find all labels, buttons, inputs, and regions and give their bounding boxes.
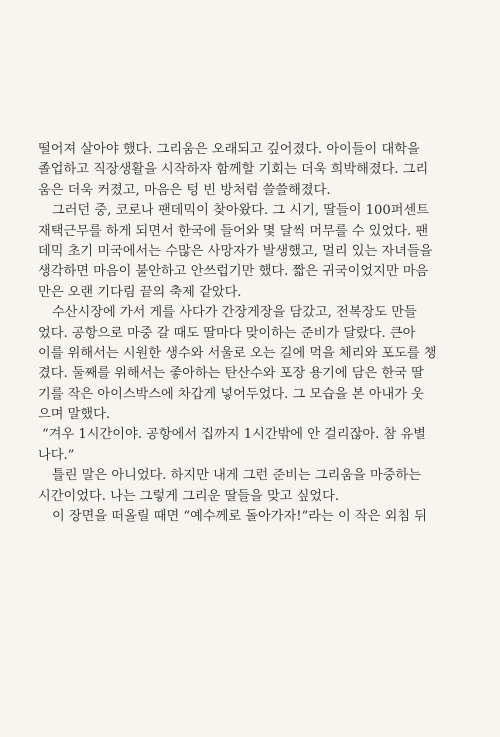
text-line: 시간이었다. 나는 그렇게 그리운 딸들을 맞고 싶었다.	[38, 488, 340, 504]
text-line: 었다. 공항으로 마중 갈 때도 딸마다 맞이하는 준비가 달랐다. 큰아	[38, 325, 416, 341]
text-line: 기를 작은 아이스박스에 차갑게 넣어두었다. 그 모습을 본 아내가 웃	[38, 386, 424, 402]
text-line: 겼다. 둘째를 위해서는 좋아하는 탄산수와 포장 용기에 담은 한국 딸	[38, 366, 424, 382]
text-line: 으며 말했다.	[38, 407, 111, 423]
text-line: 만은 오랜 기다림 끝의 축제 같았다.	[38, 284, 242, 300]
body-text	[38, 140, 468, 527]
text-line: 이를 위해서는 시원한 생수와 서울로 오는 길에 먹을 체리와 포도를 챙	[38, 345, 437, 361]
text-line: 틀린 말은 아니었다. 하지만 내게 그런 준비는 그리움을 마중하는	[52, 468, 421, 484]
text-line: 움은 더욱 커졌고, 마음은 텅 빈 방처럼 쓸쓸해졌다.	[38, 182, 331, 198]
text-line: 데믹 초기 미국에서는 수많은 사망자가 발생했고, 멀리 있는 자녀들을	[38, 243, 433, 259]
text-line: 재택근무를 하게 되면서 한국에 들어와 몇 달씩 머무를 수 있었다. 팬	[38, 223, 429, 239]
text-line: 생각하면 마음이 불안하고 안쓰럽기만 했다. 짧은 귀국이었지만 마음	[38, 264, 429, 280]
quote-line: “겨우 1시간이야. 공항에서 집까지 1시간밖에 안 걸리잖아. 참 유별	[42, 427, 426, 443]
text-line: 이 장면을 떠올릴 때면 “예수께로 돌아가자!”라는 이 작은 외침 뒤	[52, 509, 427, 525]
text-line: 그러던 중, 코로나 팬데믹이 찾아왔다. 그 시기, 딸들이 100퍼센트	[52, 203, 430, 219]
quote-line: 나다.”	[38, 447, 75, 463]
text-line: 졸업하고 직장생활을 시작하자 함께할 기회는 더욱 희박해졌다. 그리	[38, 162, 429, 178]
text-line: 떨어져 살아야 했다. 그리움은 오래되고 깊어졌다. 아이들이 대학을	[38, 142, 420, 157]
text-line: 수산시장에 가서 게를 사다가 간장게장을 담갔고, 전복장도 만들	[52, 305, 417, 321]
